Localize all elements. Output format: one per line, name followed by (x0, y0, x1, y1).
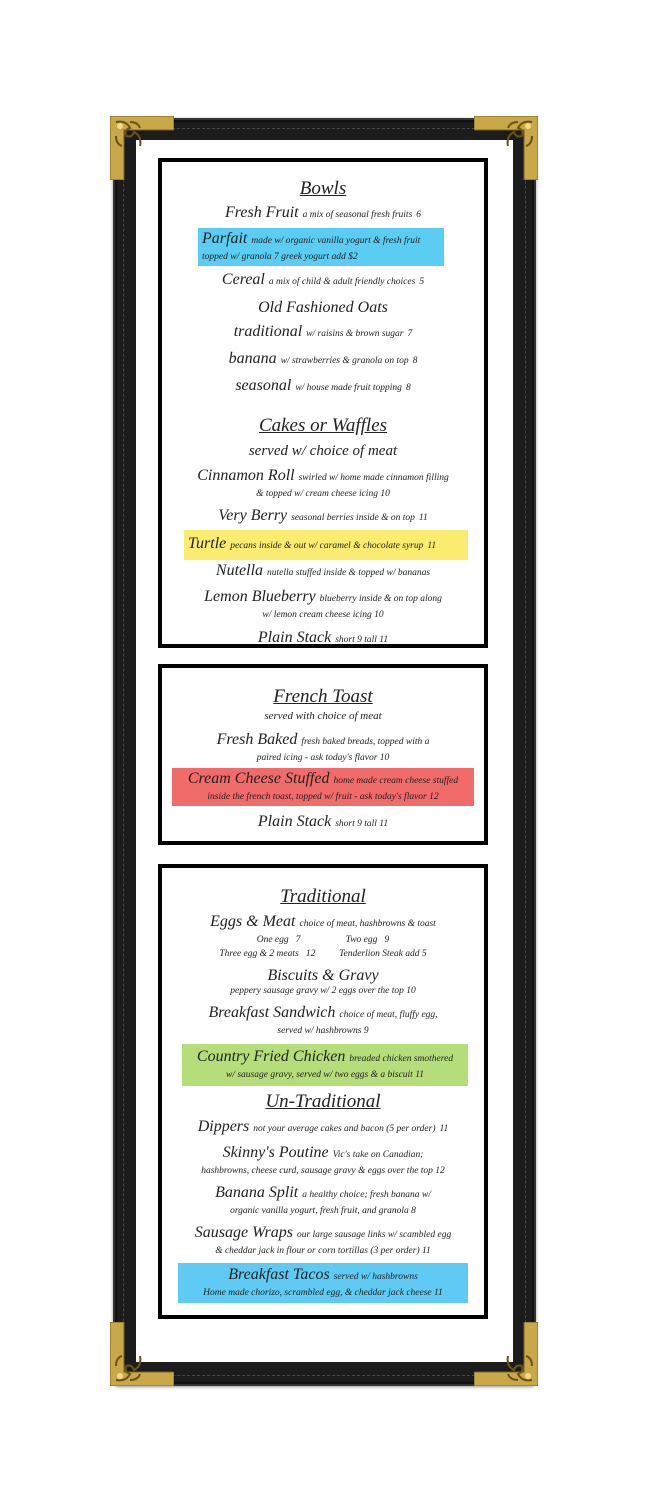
menu-item-traditional-oats: traditional w/ raisins & brown sugar 7 (233, 323, 413, 340)
brass-corner-icon (474, 1322, 538, 1386)
bowls-title: Bowls (299, 178, 347, 199)
bowls-cakes-panel (158, 158, 488, 648)
menu-item-seasonal-oats: seasonal w/ house made fruit topping 8 (235, 377, 411, 394)
oats-heading: Old Fashioned Oats (258, 299, 388, 316)
cakes-subtitle: served w/ choice of meat (248, 443, 398, 459)
menu-item-country-fried-chicken: Country Fried Chicken breaded chicken smothered w/ sausage gravy, served w/ two eggs & a biscuit 11 (182, 1044, 468, 1086)
menu-item-skinnys-poutine: Skinny's Poutine Vic's take on Canadian; hashbrowns, cheese curd, sausage gravy & eggs over the top 12 (201, 1144, 445, 1176)
menu-item-fresh-baked: Fresh Baked fresh baked breads, topped with a paired icing - ask today's flavor 10 (216, 731, 430, 763)
french-toast-panel (158, 664, 488, 845)
menu-item-sausage-wraps: Sausage Wraps our large sausage links w/ scambled egg & cheddar jack in flour or corn tortillas (3 per order) 11 (194, 1224, 452, 1256)
brass-corner-icon (110, 1322, 174, 1386)
french-toast-subtitle: served with choice of meat (264, 710, 382, 722)
menu-item-turtle: Turtle pecans inside & out w/ caramel & chocolate syrup 11 (184, 530, 468, 560)
untraditional-title: Un-Traditional (265, 1091, 381, 1112)
menu-item-dippers: Dippers not your average cakes and bacon (5 per order) 11 (197, 1118, 449, 1135)
menu-item-lemon-blueberry: Lemon Blueberry blueberry inside & on top along w/ lemon cream cheese icing 10 (204, 588, 442, 620)
traditional-title: Traditional (280, 886, 366, 907)
menu-item-parfait: Parfait made w/ organic vanilla yogurt & fresh fruit topped w/ granola 7 greek yogurt add $2 (198, 228, 444, 266)
french-toast-title: French Toast (273, 686, 373, 707)
menu-item-eggs-meat: Eggs & Meat choice of meat, hashbrowns & toast One egg 7 Two egg 9 Three egg & 2 meats 12 Tenderlion Steak add 5 (210, 913, 436, 959)
menu-item-fresh-fruit: Fresh Fruit a mix of seasonal fresh fruits 6 (224, 204, 422, 221)
menu-item-cereal: Cereal a mix of child & adult friendly choices 5 (221, 271, 425, 288)
menu-item-banana-oats: banana w/ strawberries & granola on top 8 (228, 350, 418, 367)
menu-item-nutella: Nutella nutella stuffed inside & topped w/ bananas (215, 562, 431, 579)
menu-item-biscuits-gravy: Biscuits & Gravy peppery sausage gravy w/ 2 eggs over the top 10 (230, 967, 416, 996)
menu-item-breakfast-tacos: Breakfast Tacos served w/ hashbrowns Home made chorizo, scrambled egg, & cheddar jack cheese 11 (178, 1263, 468, 1303)
menu-item-plain-stack: Plain Stack short 9 tall 11 (257, 629, 389, 646)
menu-item-banana-split: Banana Split a healthy choice; fresh banana w/ organic vanilla yogurt, fresh fruit, and granola 8 (215, 1184, 431, 1216)
menu-item-plain-stack-ft: Plain Stack short 9 tall 11 (257, 813, 389, 830)
menu-item-cream-cheese-stuffed: Cream Cheese Stuffed home made cream cheese stuffed inside the french toast, topped w/ fruit - ask today's flavor 12 (172, 768, 474, 806)
menu-item-very-berry: Very Berry seasonal berries inside & on top 11 (218, 507, 428, 524)
menu-item-breakfast-sandwich: Breakfast Sandwich choice of meat, fluffy egg, served w/ hashbrowns 9 (208, 1004, 438, 1036)
cakes-title: Cakes or Waffles (258, 415, 388, 436)
menu-item-cinnamon-roll: Cinnamon Roll swirled w/ home made cinnamon filling & topped w/ cream cheese icing 10 (197, 467, 449, 499)
traditional-panel (158, 864, 488, 1319)
